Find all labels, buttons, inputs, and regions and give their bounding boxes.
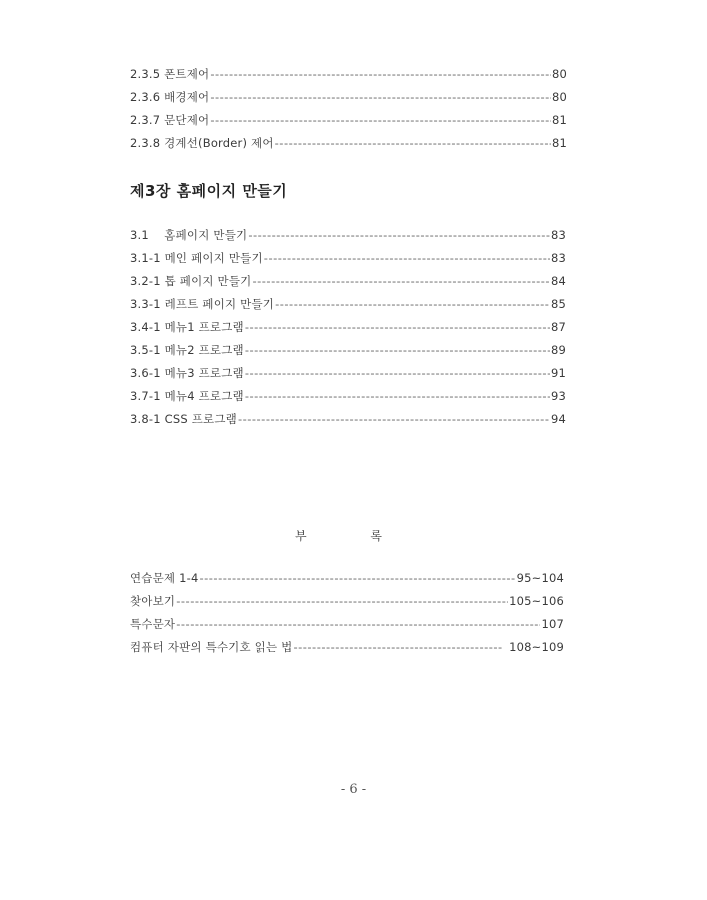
dot-leader <box>245 320 550 334</box>
entry-label: 컴퓨터 자판의 특수기호 읽는 법 <box>130 640 293 654</box>
entry-label: 3.2-1 톱 페이지 만들기 <box>130 274 252 288</box>
toc-entry <box>130 639 564 662</box>
entry-page: 87 <box>550 320 566 334</box>
entry-page: 105~106 <box>509 594 564 608</box>
page-number: - 6 - <box>340 782 367 797</box>
dot-leader <box>248 228 550 242</box>
toc-entry <box>130 616 564 639</box>
toc-entry <box>130 296 566 319</box>
entry-page: 95~104 <box>516 571 564 585</box>
entry-page: 89 <box>550 343 566 357</box>
toc-entry <box>130 319 566 342</box>
entry-label: 2.3.8 경계선(Border) 제어 <box>130 136 274 150</box>
toc-entry <box>130 112 567 135</box>
entry-label: 3.4-1 메뉴1 프로그램 <box>130 320 244 334</box>
entry-page: 108~109 <box>509 640 564 654</box>
toc-entry <box>130 227 566 250</box>
toc-entry <box>130 66 567 89</box>
entry-label: 3.8-1 CSS 프로그램 <box>130 412 237 426</box>
entry-page: 80 <box>551 67 567 81</box>
entry-page: 81 <box>551 136 567 150</box>
dot-leader <box>275 136 551 150</box>
entry-label: 3.6-1 메뉴3 프로그램 <box>130 366 244 380</box>
toc-entry <box>130 365 566 388</box>
entry-page: 81 <box>551 113 567 127</box>
dot-leader <box>238 412 550 426</box>
dot-leader <box>210 113 551 127</box>
dot-leader <box>293 640 503 654</box>
entry-page: 80 <box>551 90 567 104</box>
entry-page: 107 <box>541 617 564 631</box>
entry-page: 93 <box>550 389 566 403</box>
entry-label: 3.1-1 메인 페이지 만들기 <box>130 251 263 265</box>
toc-entry <box>130 135 567 158</box>
toc-entry <box>130 411 566 434</box>
dot-leader <box>245 389 550 403</box>
dot-leader <box>275 297 550 311</box>
entry-label: 2.3.5 폰트제어 <box>130 67 210 81</box>
entry-label: 찾아보기 <box>130 594 176 608</box>
toc-section-2-3 <box>130 66 567 158</box>
entry-label: 특수문자 <box>130 617 176 631</box>
entry-label: 3.3-1 레프트 페이지 만들기 <box>130 297 275 311</box>
entry-page: 84 <box>550 274 566 288</box>
toc-entry <box>130 250 566 273</box>
entry-page: 91 <box>550 366 566 380</box>
entry-page: 83 <box>550 251 566 265</box>
toc-entry <box>130 388 566 411</box>
entry-page: 94 <box>550 412 566 426</box>
entry-label: 2.3.7 문단제어 <box>130 113 210 127</box>
entry-page: 85 <box>550 297 566 311</box>
dot-leader <box>264 251 550 265</box>
toc-entry <box>130 273 566 296</box>
dot-leader <box>199 571 515 585</box>
entry-page: 83 <box>550 228 566 242</box>
dot-leader <box>210 90 551 104</box>
entry-label: 2.3.6 배경제어 <box>130 90 210 104</box>
toc-entry <box>130 570 564 593</box>
entry-label: 3.5-1 메뉴2 프로그램 <box>130 343 244 357</box>
dot-leader <box>176 617 540 631</box>
toc-entry <box>130 593 564 616</box>
entry-label: 연습문제 1-4 <box>130 571 199 585</box>
toc-entry <box>130 342 566 365</box>
toc-appendix <box>130 570 564 662</box>
appendix-title: 부 록 <box>295 529 412 543</box>
dot-leader <box>245 343 550 357</box>
dot-leader <box>252 274 549 288</box>
chapter-title: 제3장 홈페이지 만들기 <box>130 182 288 200</box>
entry-label: 3.1 홈페이지 만들기 <box>130 228 248 242</box>
dot-leader <box>176 594 508 608</box>
toc-entry <box>130 89 567 112</box>
dot-leader <box>210 67 551 81</box>
dot-leader <box>245 366 550 380</box>
toc-chapter-3 <box>130 227 566 434</box>
entry-label: 3.7-1 메뉴4 프로그램 <box>130 389 244 403</box>
